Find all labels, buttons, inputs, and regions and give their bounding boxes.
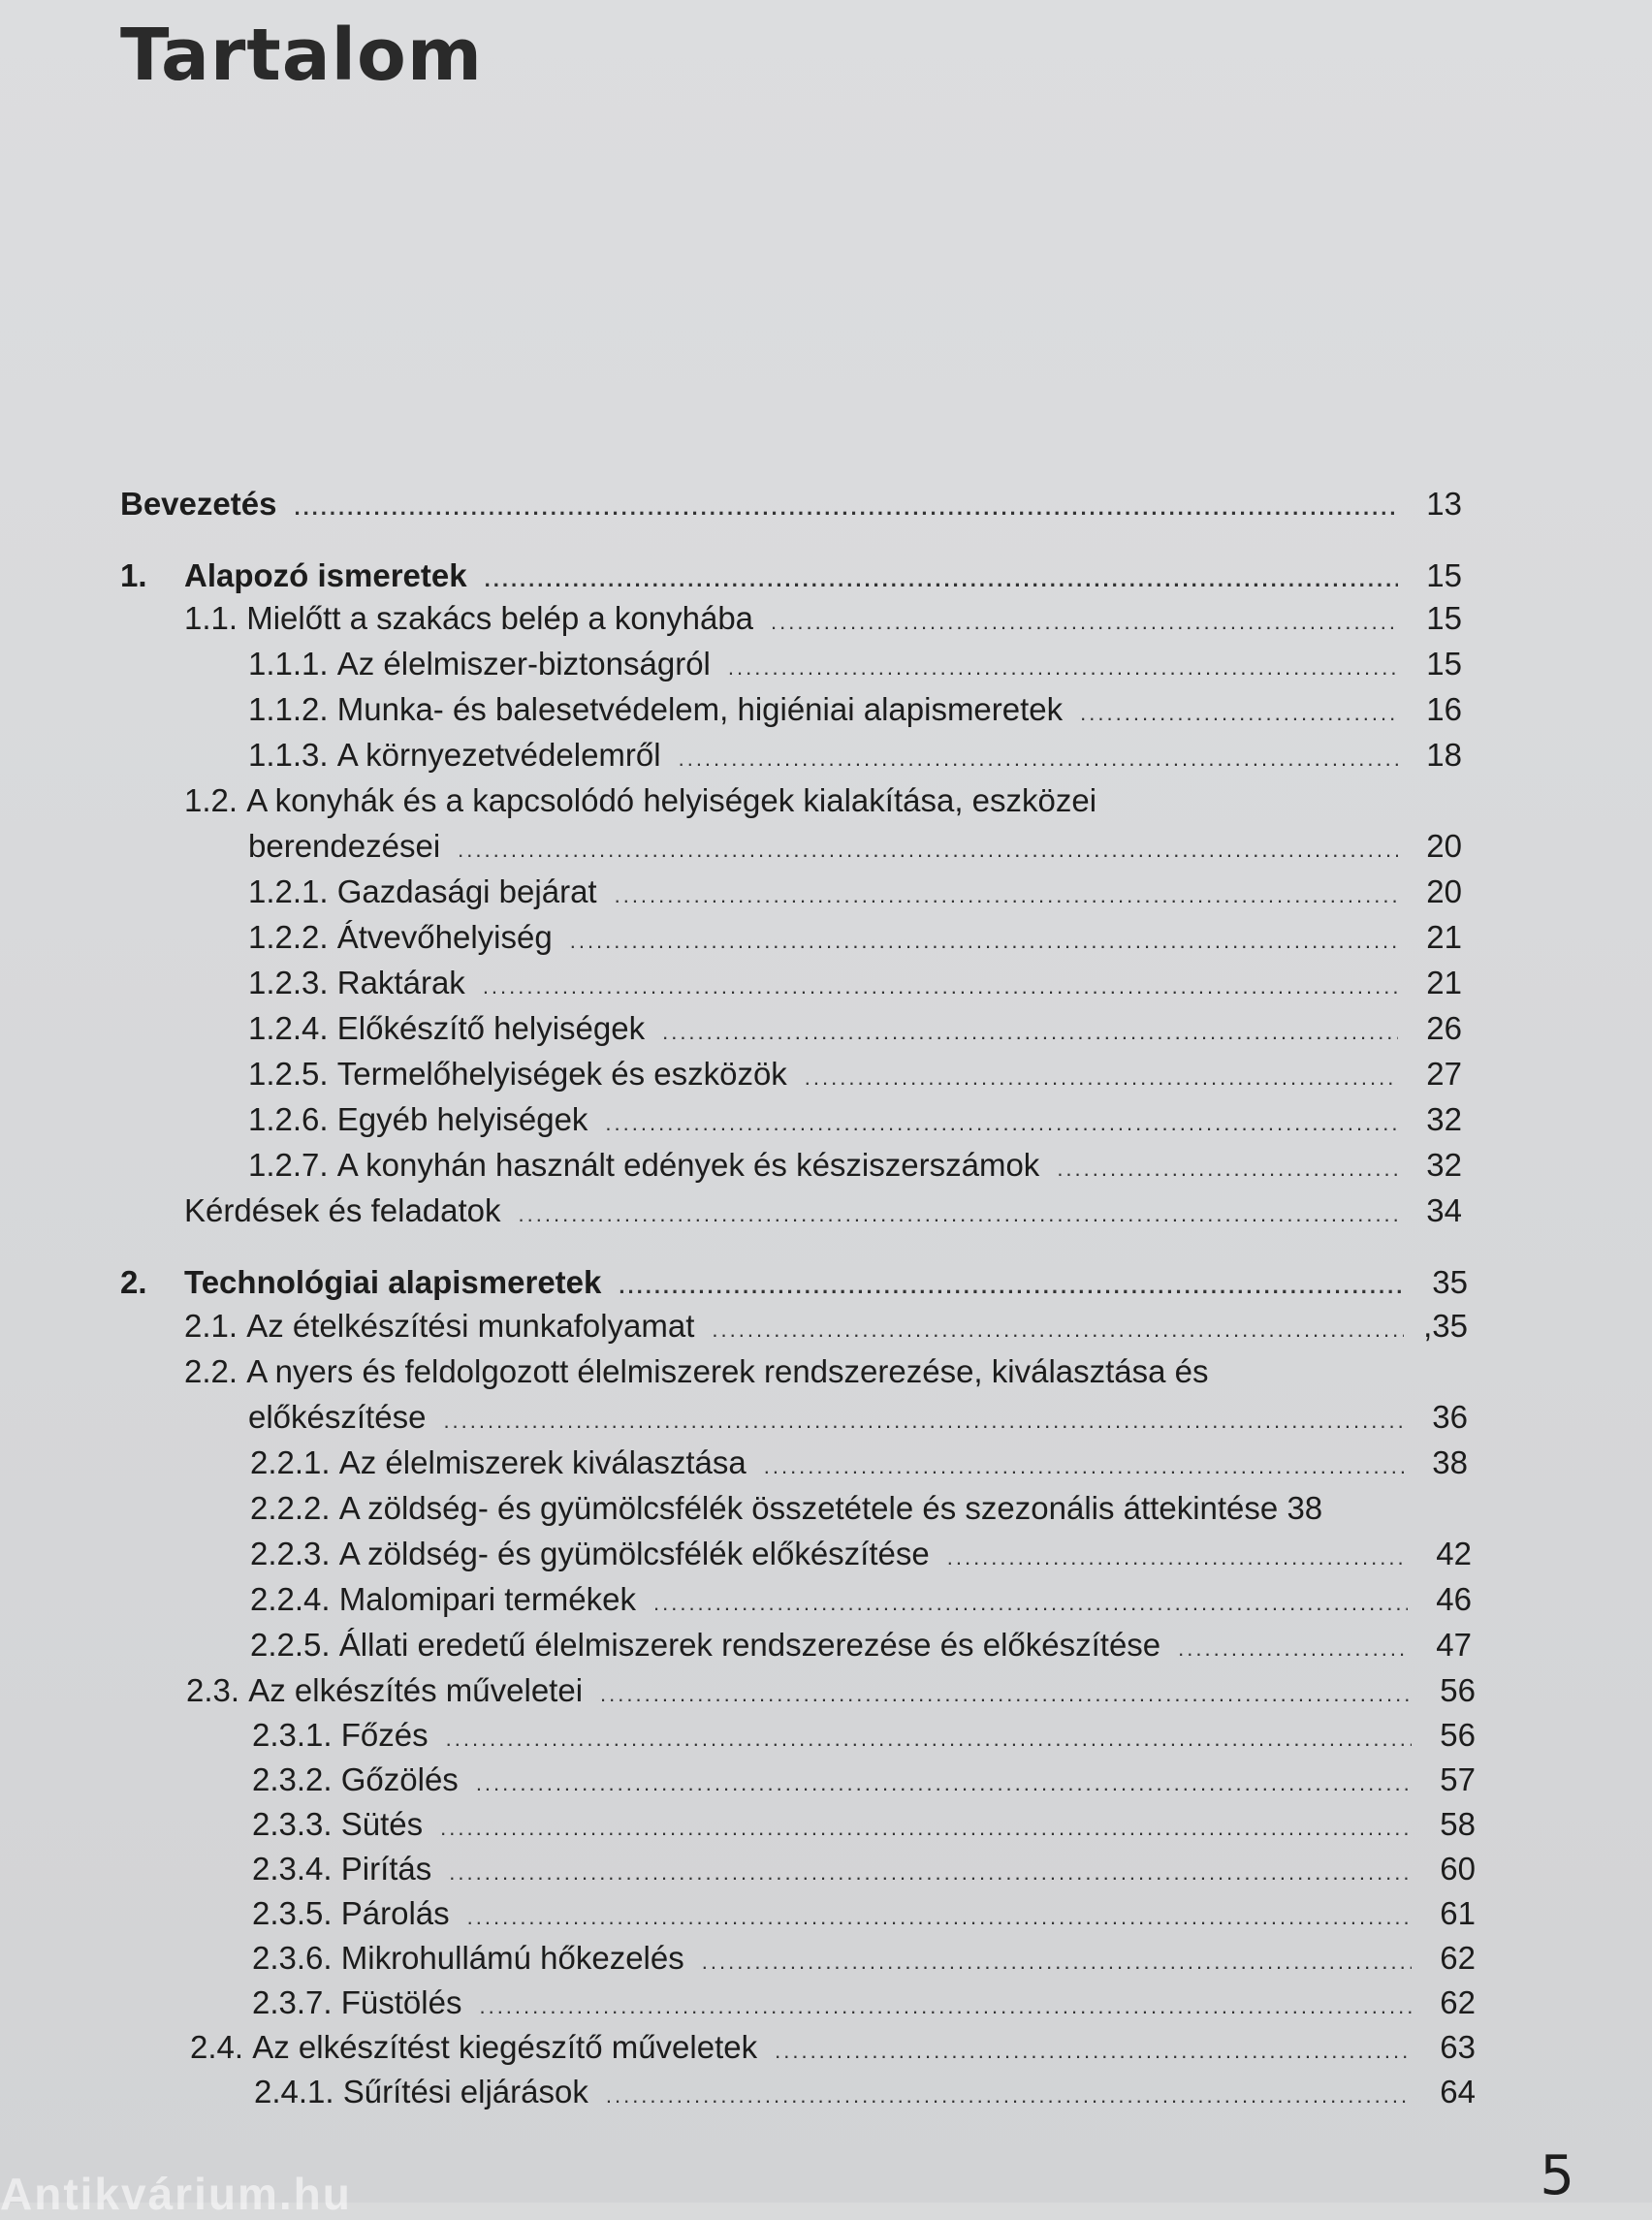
toc-entry-label: Az elkészítés műveletei bbox=[248, 1672, 584, 1708]
leader-dots bbox=[605, 1104, 1398, 1143]
leader-dots bbox=[519, 1195, 1398, 1234]
leader-dots bbox=[467, 1898, 1412, 1937]
toc-entry-questions bbox=[184, 1191, 1462, 1234]
toc-entry-number: 2.2.4. bbox=[250, 1581, 331, 1617]
toc-entry-2-3-3 bbox=[252, 1805, 1476, 1848]
toc-entry-label: A nyers és feldolgozott élelmiszerek rendszerezése, kiválasztása és bbox=[246, 1353, 1209, 1389]
toc-entry-page: 63 bbox=[1440, 2029, 1476, 2065]
toc-entry-1-2-3 bbox=[248, 964, 1462, 1006]
toc-entry-chapter-2 bbox=[120, 1263, 1468, 1306]
toc-entry-1-2-2 bbox=[248, 918, 1462, 961]
toc-entry-label: Munka- és balesetvédelem, higiéniai alapismeretek bbox=[336, 691, 1064, 727]
toc-entry-2-2-line1 bbox=[184, 1352, 1209, 1391]
leader-dots bbox=[615, 876, 1398, 915]
toc-entry-label: A konyhán használt edények és késziszerszámok bbox=[336, 1147, 1040, 1183]
toc-entry-number: 2.3. bbox=[186, 1672, 240, 1708]
toc-entry-label: Az elkészítést kiegészítő műveletek bbox=[252, 2029, 758, 2065]
toc-entry-1-1-3 bbox=[248, 736, 1462, 778]
leader-dots bbox=[728, 649, 1398, 687]
toc-entry-page: 15 bbox=[1426, 600, 1462, 636]
toc-entry-1-1 bbox=[184, 599, 1462, 642]
toc-entry-label: Sűrítési eljárások bbox=[342, 2074, 588, 2109]
toc-entry-1-1-2 bbox=[248, 690, 1462, 733]
toc-entry-number: 1.2.5. bbox=[248, 1056, 329, 1092]
toc-entry-page: 32 bbox=[1426, 1101, 1462, 1137]
toc-entry-page: 21 bbox=[1426, 919, 1462, 955]
toc-entry-chapter-1 bbox=[120, 556, 1462, 599]
toc-entry-label: Mikrohullámú hőkezelés bbox=[340, 1940, 684, 1976]
leader-dots bbox=[805, 1059, 1398, 1097]
toc-entry-1-2-7 bbox=[248, 1146, 1462, 1189]
toc-entry-page: 20 bbox=[1426, 828, 1462, 864]
toc-entry-label: Mielőtt a szakács belép a konyhába bbox=[246, 600, 754, 636]
toc-entry-number: 1.2.4. bbox=[248, 1010, 329, 1046]
toc-entry-number: 2.1. bbox=[184, 1308, 238, 1344]
toc-entry-label: Átvevőhelyiség bbox=[336, 919, 553, 955]
leader-dots bbox=[443, 1402, 1404, 1441]
toc-entry-1-1-1 bbox=[248, 645, 1462, 687]
toc-entry-label: Gazdasági bejárat bbox=[336, 873, 597, 909]
toc-entry-label: Kérdések és feladatok bbox=[184, 1192, 501, 1228]
toc-entry-page: 15 bbox=[1426, 557, 1462, 593]
toc-entry-number: 1.1. bbox=[184, 600, 238, 636]
toc-entry-label: Sütés bbox=[340, 1806, 424, 1842]
toc-entry-label: Főzés bbox=[340, 1717, 429, 1753]
toc-entry-label-continued: berendezései bbox=[248, 828, 441, 864]
leader-dots bbox=[764, 1447, 1404, 1486]
toc-entry-2-3 bbox=[186, 1671, 1476, 1714]
toc-entry-number: 2.2.5. bbox=[250, 1627, 331, 1663]
toc-entry-number: 2.3.6. bbox=[252, 1940, 333, 1976]
toc-entry-1-2-5 bbox=[248, 1055, 1462, 1097]
toc-entry-number: 1. bbox=[120, 557, 147, 593]
toc-entry-label: Pirítás bbox=[340, 1851, 432, 1887]
toc-entry-label: Termelőhelyiségek és eszközök bbox=[336, 1056, 787, 1092]
leader-dots bbox=[600, 1675, 1412, 1714]
toc-entry-page: 62 bbox=[1440, 1940, 1476, 1976]
toc-entry-label: Az élelmiszer-biztonságról bbox=[336, 646, 711, 682]
toc-entry-page: 64 bbox=[1440, 2074, 1476, 2109]
toc-entry-label: Raktárak bbox=[336, 965, 465, 1000]
toc-entry-page: 32 bbox=[1426, 1147, 1462, 1183]
toc-entry-number: 2.4.1. bbox=[254, 2074, 334, 2109]
toc-entry-1-2-4 bbox=[248, 1009, 1462, 1052]
leader-dots bbox=[1057, 1150, 1398, 1189]
leader-dots bbox=[440, 1809, 1412, 1848]
leader-dots bbox=[483, 967, 1398, 1006]
toc-entry-label-continued: előkészítése bbox=[248, 1399, 427, 1435]
toc-entry-page: 15 bbox=[1426, 646, 1462, 682]
toc-entry-label: Malomipari termékek bbox=[338, 1581, 636, 1617]
toc-entry-label: A konyhák és a kapcsolódó helyiségek kialakítása, eszközei bbox=[246, 782, 1097, 818]
leader-dots bbox=[1178, 1630, 1408, 1668]
toc-entry-page: 57 bbox=[1440, 1761, 1476, 1797]
toc-entry-page: 20 bbox=[1426, 873, 1462, 909]
toc-entry-label: Egyéb helyiségek bbox=[336, 1101, 588, 1137]
toc-entry-page: 34 bbox=[1426, 1192, 1462, 1228]
leader-dots bbox=[485, 560, 1398, 599]
toc-entry-page: 21 bbox=[1426, 965, 1462, 1000]
toc-entry-label: Előkészítő helyiségek bbox=[336, 1010, 646, 1046]
toc-entry-number: 2. bbox=[120, 1264, 147, 1300]
leader-dots bbox=[606, 2077, 1412, 2115]
leader-dots bbox=[1080, 694, 1398, 733]
toc-entry-page: 38 bbox=[1287, 1490, 1323, 1526]
leader-dots bbox=[479, 1987, 1412, 2026]
toc-entry-number: 2.3.7. bbox=[252, 1984, 333, 2020]
toc-entry-number: 2.2.3. bbox=[250, 1536, 331, 1571]
leader-dots bbox=[619, 1267, 1404, 1306]
leader-dots bbox=[294, 489, 1398, 527]
toc-entry-number: 1.2.6. bbox=[248, 1101, 329, 1137]
toc-entry-label: Alapozó ismeretek bbox=[184, 557, 467, 593]
leader-dots bbox=[679, 740, 1398, 778]
toc-entry-label: Bevezetés bbox=[120, 486, 277, 522]
toc-entry-2-2-5 bbox=[250, 1626, 1472, 1668]
leader-dots bbox=[449, 1854, 1412, 1892]
leader-dots bbox=[458, 831, 1398, 870]
toc-entry-page: 56 bbox=[1440, 1672, 1476, 1708]
toc-entry-page: 26 bbox=[1426, 1010, 1462, 1046]
toc-entry-label: Az élelmiszerek kiválasztása bbox=[338, 1444, 747, 1480]
toc-entry-label: Gőzölés bbox=[340, 1761, 459, 1797]
toc-entry-2-3-5 bbox=[252, 1894, 1476, 1937]
toc-entry-number: 2.3.4. bbox=[252, 1851, 333, 1887]
toc-entry-page: 61 bbox=[1440, 1895, 1476, 1931]
toc-entry-2-4-1 bbox=[254, 2073, 1476, 2115]
leader-dots bbox=[771, 603, 1398, 642]
leader-dots bbox=[947, 1538, 1408, 1577]
toc-entry-label: Párolás bbox=[340, 1895, 450, 1931]
toc-entry-page: 46 bbox=[1436, 1581, 1472, 1617]
toc-entry-2-2-4 bbox=[250, 1580, 1472, 1623]
toc-entry-page: 13 bbox=[1426, 486, 1462, 522]
toc-entry-number: 1.2.7. bbox=[248, 1147, 329, 1183]
leader-dots bbox=[702, 1943, 1412, 1982]
toc-entry-2-2 bbox=[248, 1398, 1468, 1441]
toc-entry-page: 42 bbox=[1436, 1536, 1472, 1571]
toc-entry-number: 1.2.2. bbox=[248, 919, 329, 955]
toc-entry-label: Állati eredetű élelmiszerek rendszerezése és előkészítése bbox=[338, 1627, 1161, 1663]
toc-entry-2-2-1 bbox=[250, 1443, 1468, 1486]
leader-dots bbox=[662, 1013, 1398, 1052]
toc-entry-page: 27 bbox=[1426, 1056, 1462, 1092]
toc-entry-number: 2.3.2. bbox=[252, 1761, 333, 1797]
toc-entry-number: 1.1.3. bbox=[248, 737, 329, 773]
toc-entry-label: A környezetvédelemről bbox=[336, 737, 661, 773]
toc-entry-2-3-6 bbox=[252, 1939, 1476, 1982]
toc-entry-page: 58 bbox=[1440, 1806, 1476, 1842]
toc-entry-number: 2.3.3. bbox=[252, 1806, 333, 1842]
toc-entry-2-1 bbox=[184, 1307, 1468, 1349]
toc-entry-1-2-1 bbox=[248, 872, 1462, 915]
leader-dots bbox=[476, 1764, 1412, 1803]
toc-entry-2-3-1 bbox=[252, 1716, 1476, 1759]
leader-dots bbox=[775, 2032, 1412, 2071]
toc-entry-number: 1.2. bbox=[184, 782, 238, 818]
toc-entry-label: Technológiai alapismeretek bbox=[184, 1264, 602, 1300]
toc-entry-label: Az ételkészítési munkafolyamat bbox=[246, 1308, 695, 1344]
toc-entry-number: 2.2.1. bbox=[250, 1444, 331, 1480]
page-title: Tartalom bbox=[120, 14, 483, 97]
toc-entry-1-2-6 bbox=[248, 1100, 1462, 1143]
toc-entry-page: 47 bbox=[1436, 1627, 1472, 1663]
toc-entry-page: ,35 bbox=[1423, 1308, 1468, 1344]
toc-entry-number: 1.2.3. bbox=[248, 965, 329, 1000]
toc-entry-label: A zöldség- és gyümölcsfélék előkészítése bbox=[338, 1536, 930, 1571]
toc-entry-number: 2.3.5. bbox=[252, 1895, 333, 1931]
toc-entry-page: 62 bbox=[1440, 1984, 1476, 2020]
toc-entry-page: 16 bbox=[1426, 691, 1462, 727]
toc-entry-bevezetes bbox=[120, 485, 1462, 527]
toc-entry-page: 56 bbox=[1440, 1717, 1476, 1753]
toc-entry-number: 2.2.2. bbox=[250, 1490, 331, 1526]
toc-entry-page: 18 bbox=[1426, 737, 1462, 773]
toc-entry-page: 60 bbox=[1440, 1851, 1476, 1887]
toc-entry-page: 36 bbox=[1432, 1399, 1468, 1435]
toc-entry-label: A zöldség- és gyümölcsfélék összetétele és szezonális áttekintése bbox=[338, 1490, 1279, 1526]
toc-entry-1-2 bbox=[248, 827, 1462, 870]
toc-entry-number: 1.1.1. bbox=[248, 646, 329, 682]
toc-entry-1-2-line1 bbox=[184, 781, 1096, 820]
page-number: 5 bbox=[1540, 2144, 1574, 2207]
toc-entry-number: 2.4. bbox=[190, 2029, 244, 2065]
toc-entry-2-3-2 bbox=[252, 1760, 1476, 1803]
toc-entry-page: 38 bbox=[1432, 1444, 1468, 1480]
toc-entry-2-3-4 bbox=[252, 1850, 1476, 1892]
toc-entry-number: 2.2. bbox=[184, 1353, 238, 1389]
leader-dots bbox=[653, 1584, 1408, 1623]
toc-entry-2-2-2 bbox=[250, 1489, 1322, 1528]
toc-entry-2-3-7 bbox=[252, 1983, 1476, 2026]
toc-entry-label: Füstölés bbox=[340, 1984, 462, 2020]
toc-entry-number: 1.1.2. bbox=[248, 691, 329, 727]
toc-entry-number: 1.2.1. bbox=[248, 873, 329, 909]
leader-dots bbox=[446, 1720, 1412, 1759]
leader-dots bbox=[570, 922, 1398, 961]
toc-entry-2-2-3 bbox=[250, 1535, 1472, 1577]
toc-entry-number: 2.3.1. bbox=[252, 1717, 333, 1753]
watermark: Antikvárium.hu bbox=[0, 2169, 352, 2219]
toc-entry-2-4 bbox=[190, 2028, 1476, 2071]
toc-entry-page: 35 bbox=[1432, 1264, 1468, 1300]
leader-dots bbox=[712, 1311, 1404, 1349]
